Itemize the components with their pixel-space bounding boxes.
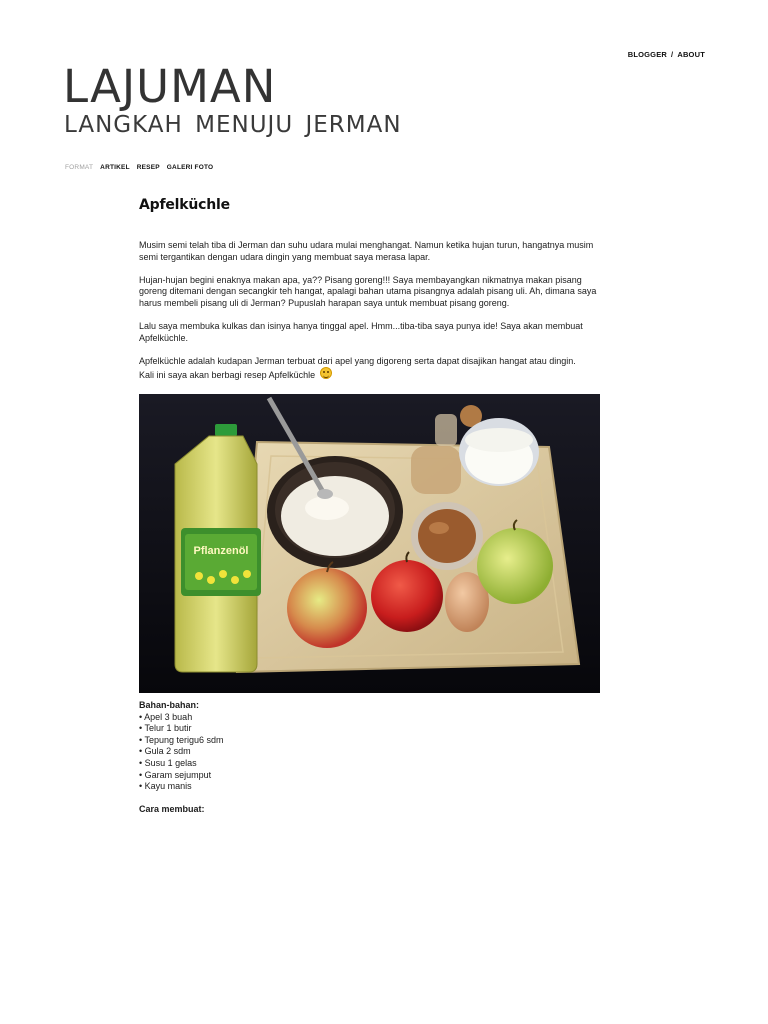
about-link[interactable]: ABOUT [677,50,705,59]
post-title: Apfelküchle [139,197,230,213]
paragraph-4 [139,356,601,382]
blogger-link[interactable]: BLOGGER [627,50,668,59]
paragraph-2: Hujan-hujan begini enaknya makan apa, ya?? Pisang goreng!!! Saya membayangkan nikmatnya makan pisang goreng ditemani dengan secangkir teh hangat, apalagi bahan utama pisangnya adalah pisang uli. Ah, dimana saya harus membeli pisang uli di Jerman? Pupuslah harapan saya untuk membuat pisang goreng. [139,274,597,308]
nav-label-format: FORMAT [65,164,94,171]
ingredient-item: • Kayu manis [139,781,192,792]
ingredients-photo [139,394,600,693]
ingredient-item: • Susu 1 gelas [139,757,197,768]
top-links-separator: / [671,50,674,59]
ingredients-list [139,712,601,793]
grinning-wink-emoji-icon [320,367,332,379]
nav-item-galeri-foto[interactable]: GALERI FOTO [166,164,214,171]
nav-item-resep[interactable]: RESEP [136,164,160,171]
nav-item-artikel[interactable]: ARTIKEL [100,164,130,171]
paragraph-4-line-2: Kali ini saya akan berbagi resep Apfelküchle [139,370,316,381]
ingredients-photo-illustration [139,394,600,693]
ingredients-section [139,700,601,793]
method-heading: Cara membuat: [139,804,205,814]
site-subtitle: LANGKAH MENUJU JERMAN [64,112,402,138]
ingredients-heading: Bahan-bahan: [139,700,200,710]
paragraph-3: Lalu saya membuka kulkas dan isinya hanya tinggal apel. Hmm...tiba-tiba saya punya ide! Saya akan membuat Apfelküchle. [139,320,583,343]
paragraph-1: Musim semi telah tiba di Jerman dan suhu udara mulai menghangat. Namun ketika hujan turun, hangatnya musim semi tergantikan dengan udara dingin yang membuat saya merasa lapar. [139,240,594,262]
cinnamon-jar [411,502,483,570]
category-nav [65,164,213,171]
oil-bottle [175,424,261,672]
article-body [139,197,601,382]
bottle-label-text: Pflanzenöl [193,545,249,557]
milk-glass [459,418,539,486]
ingredient-item: • Apel 3 buah [139,711,193,722]
ingredient-item: • Telur 1 butir [139,723,192,734]
ingredient-item: • Gula 2 sdm [139,746,191,757]
ingredient-item: • Garam sejumput [139,769,212,780]
top-links [628,50,705,59]
site-title[interactable]: LAJUMAN [63,60,277,113]
paragraph-4-line-1: Apfelküchle adalah kudapan Jerman terbuat dari apel yang digoreng serta dapat disajikan hangat atau dingin. [139,355,576,366]
ingredient-item: • Tepung terigu6 sdm [139,734,224,745]
